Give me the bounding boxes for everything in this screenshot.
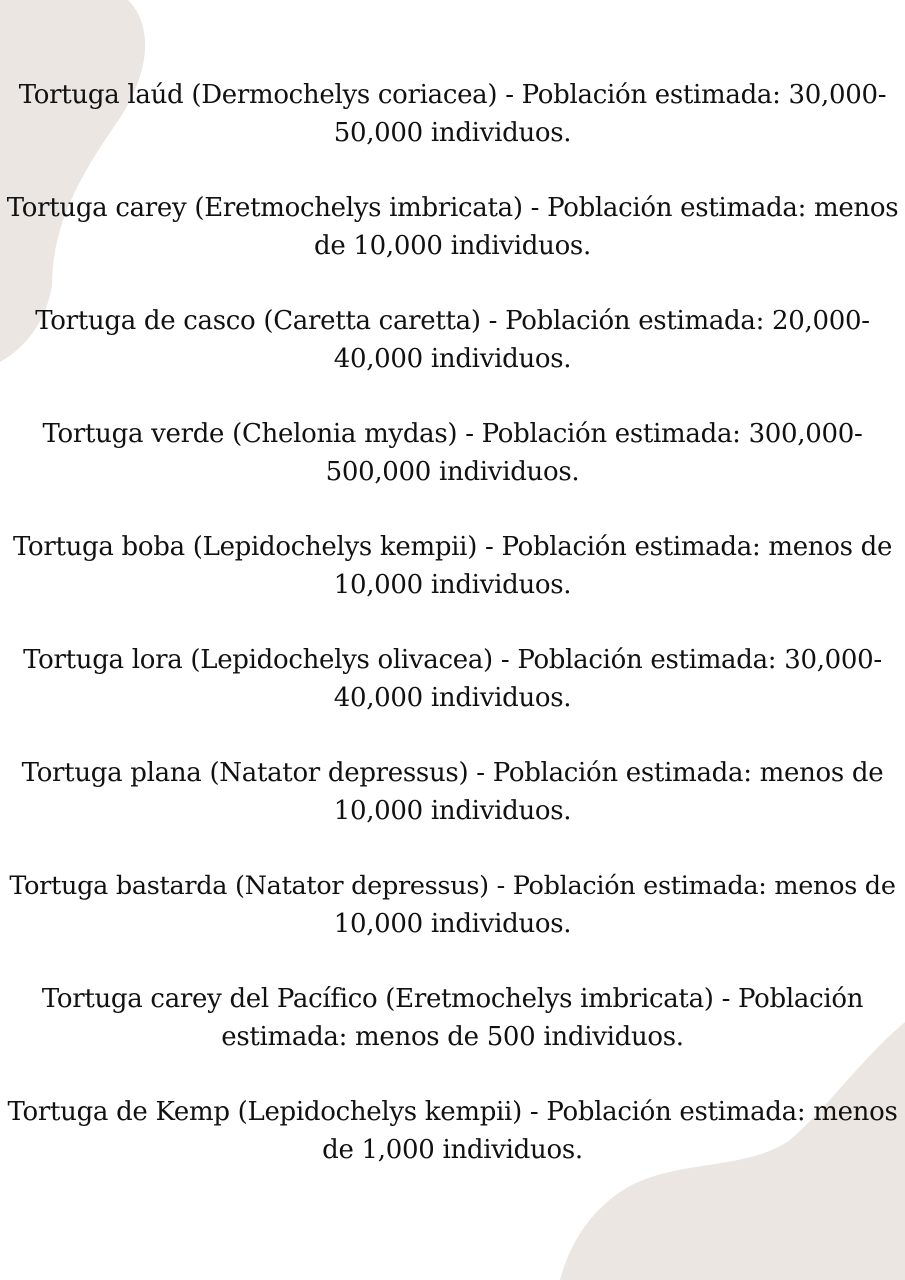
list-item	[0, 641, 905, 717]
entry-line: Tortuga de Kemp (Lepidochelys kempii) - Población estimada: menos	[7, 1097, 898, 1127]
entry-line: Tortuga de casco (Caretta caretta) - Población estimada: 20,000-	[35, 306, 870, 336]
entry-line: de 10,000 individuos.	[314, 231, 591, 261]
list-item	[0, 302, 905, 378]
list-item	[0, 754, 905, 830]
list-item	[0, 76, 905, 152]
entry-line: Tortuga lora (Lepidochelys olivacea) - Población estimada: 30,000-	[23, 645, 882, 675]
entry-line: 50,000 individuos.	[333, 118, 572, 148]
entry-line: de 1,000 individuos.	[322, 1135, 583, 1165]
entry-line: Tortuga bastarda (Natator depressus) - Población estimada: menos de	[9, 871, 896, 901]
list-item	[0, 980, 905, 1056]
entry-line: 40,000 individuos.	[333, 683, 572, 713]
entry-line: Tortuga plana (Natator depressus) - Población estimada: menos de	[21, 758, 884, 788]
entry-line: 10,000 individuos.	[333, 909, 572, 939]
entry-line: Tortuga carey (Eretmochelys imbricata) - Población estimada: menos	[6, 193, 899, 223]
entry-line: Tortuga carey del Pacífico (Eretmochelys imbricata) - Población	[41, 984, 864, 1014]
list-item	[0, 189, 905, 265]
entry-line: 10,000 individuos.	[333, 796, 572, 826]
entry-line: 500,000 individuos.	[325, 457, 580, 487]
entry-line: Tortuga laúd (Dermochelys coriacea) - Población estimada: 30,000-	[18, 80, 887, 110]
list-item	[0, 415, 905, 491]
entry-line: Tortuga boba (Lepidochelys kempii) - Población estimada: menos de	[12, 532, 893, 562]
entry-line: estimada: menos de 500 individuos.	[221, 1022, 684, 1052]
list-item	[0, 528, 905, 604]
entry-line: Tortuga verde (Chelonia mydas) - Población estimada: 300,000-	[42, 419, 863, 449]
entry-line: 10,000 individuos.	[333, 570, 572, 600]
list-item	[0, 867, 905, 943]
species-list	[0, 76, 905, 1169]
entry-line: 40,000 individuos.	[333, 344, 572, 374]
list-item	[0, 1093, 905, 1169]
